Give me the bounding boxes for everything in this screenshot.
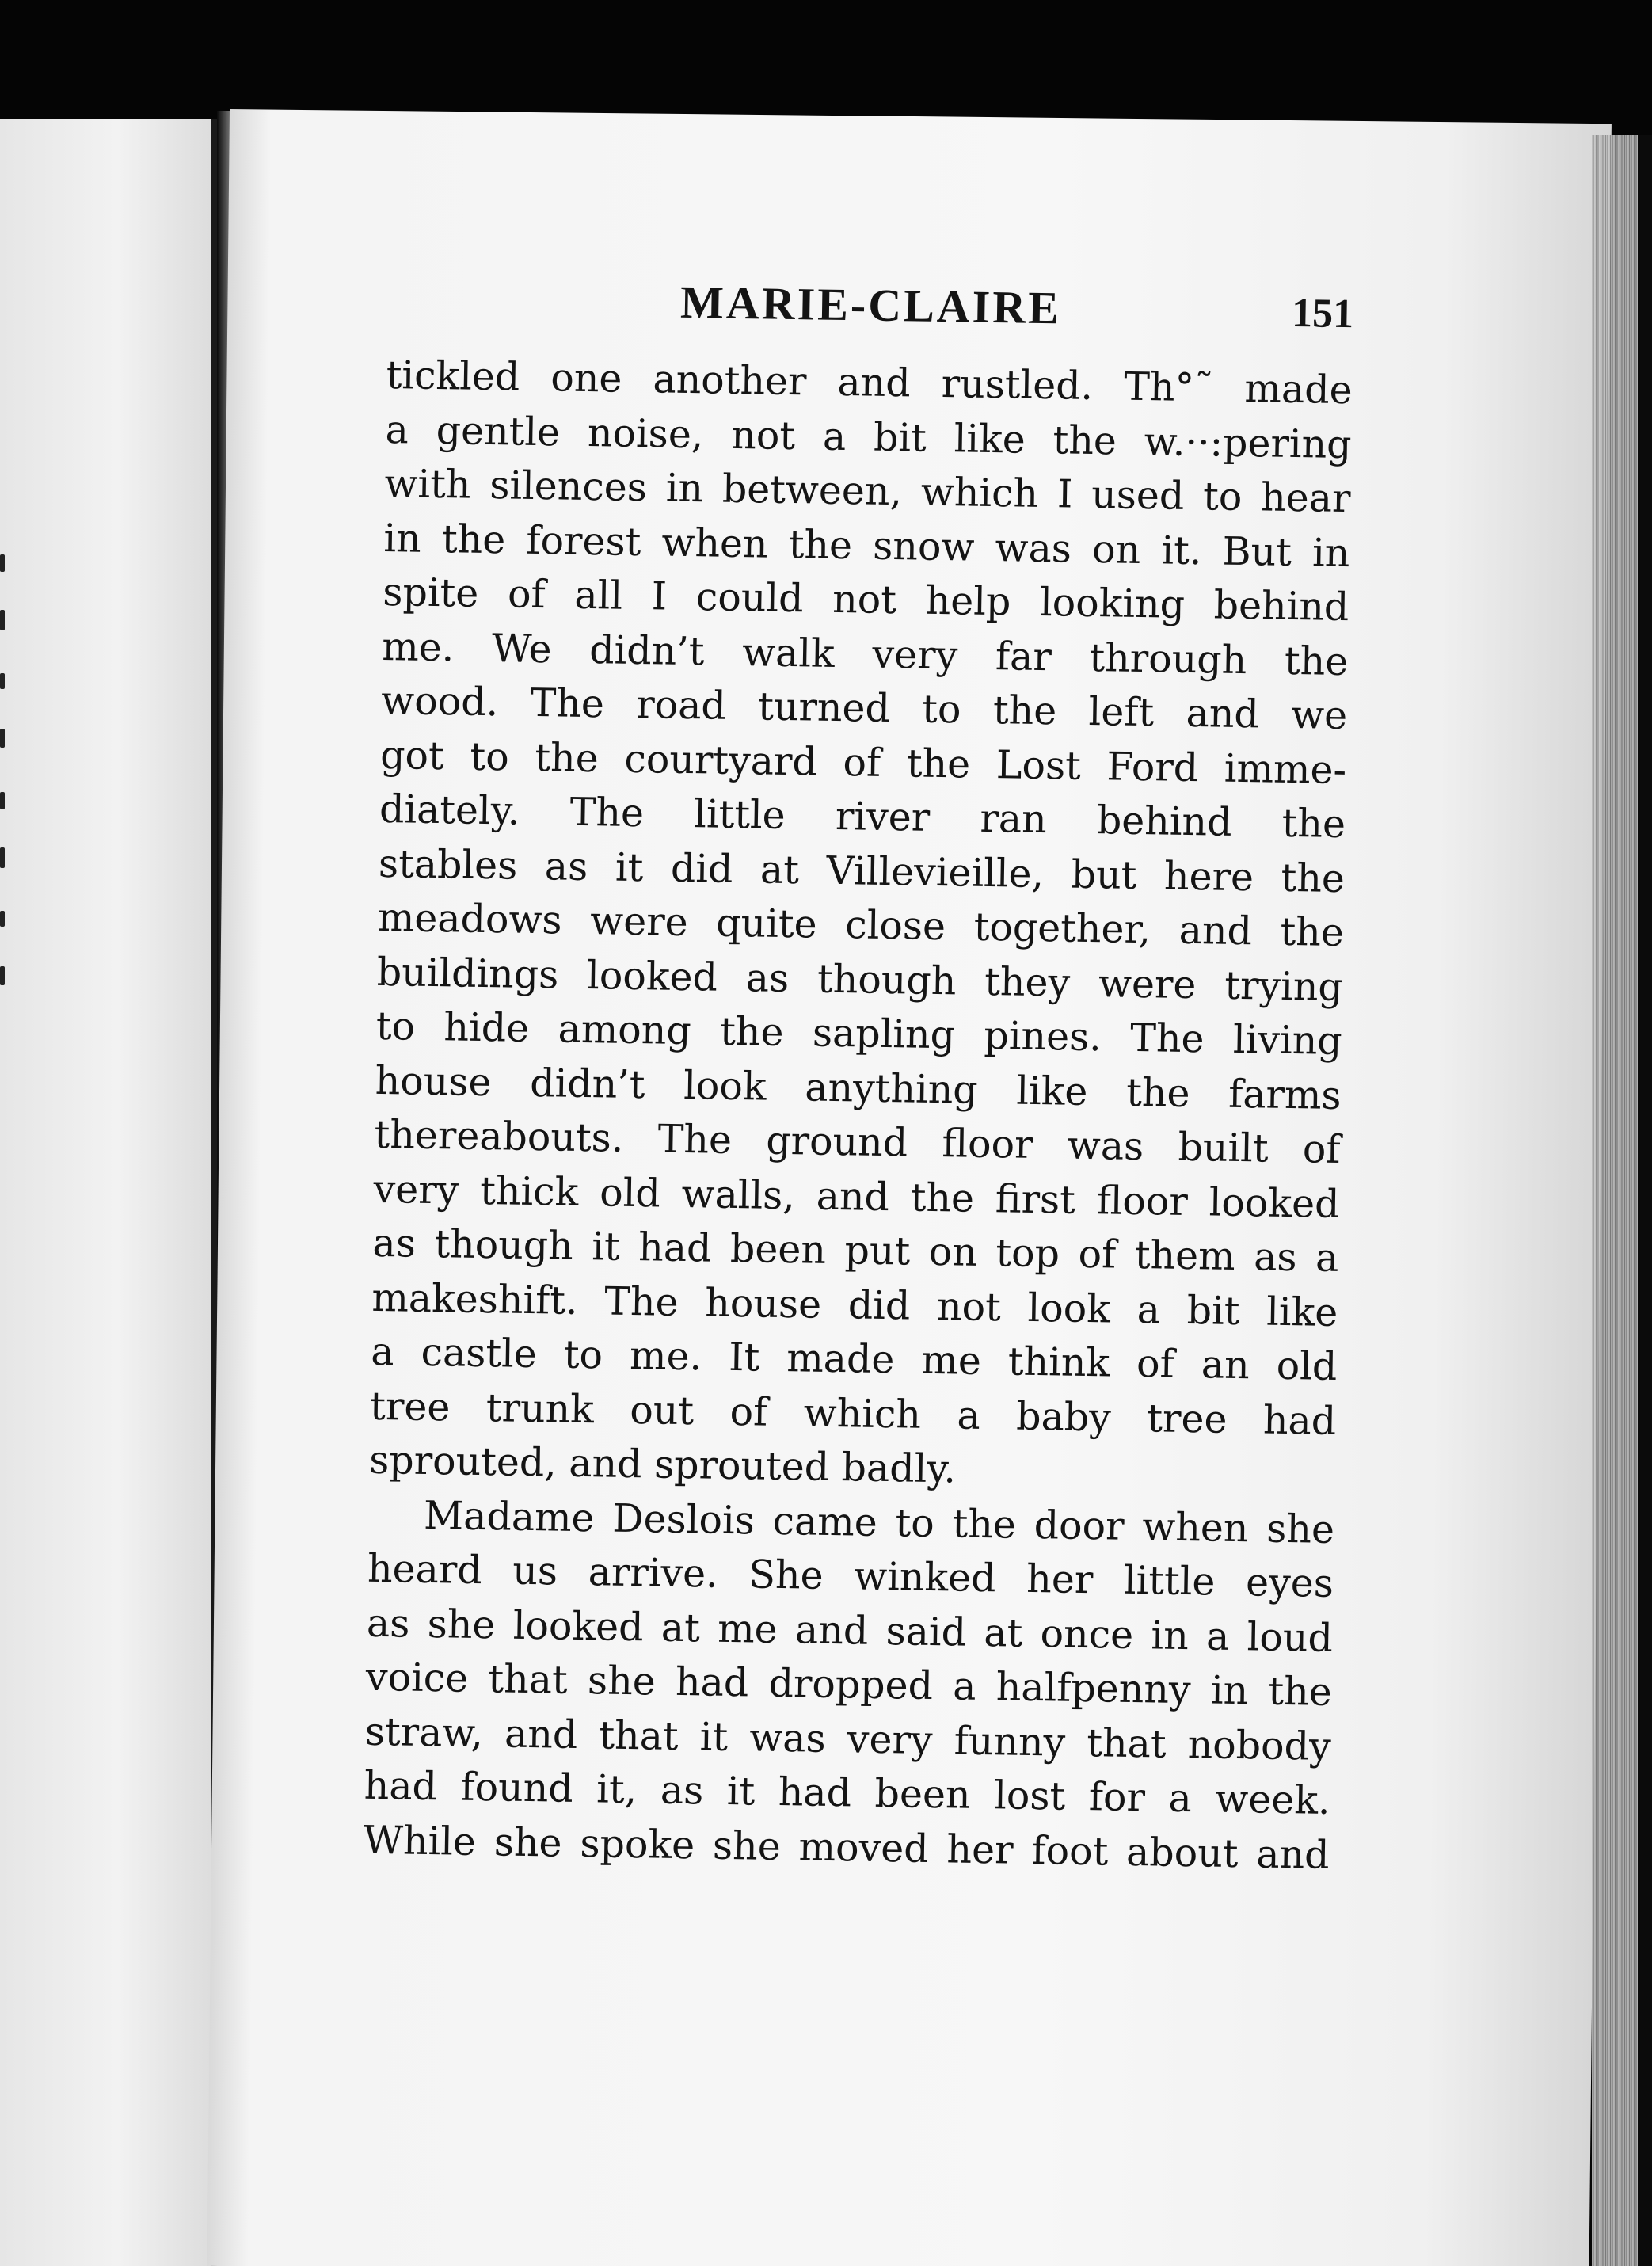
text-line: to hide among the sapling pines. The living [375, 1003, 1343, 1064]
text-line: meadows were quite close together, and the [377, 894, 1345, 956]
right-background-edge [1638, 135, 1652, 2266]
text-line: sprouted, and sprouted badly. [368, 1437, 957, 1492]
text-line: tree trunk out of which a baby tree had [369, 1383, 1337, 1444]
page-text-block [363, 261, 1354, 1883]
text-line: Madame Deslois came to the door when she [423, 1492, 1335, 1552]
page-number: 151 [1291, 290, 1354, 337]
page-stack-edges [1592, 135, 1639, 2266]
text-line: with silences in between, which I used to hear [384, 460, 1351, 522]
running-title: MARIE-CLAIRE [679, 276, 1062, 334]
text-line: spite of all I could not help looking behind [382, 569, 1349, 630]
text-line: as she looked at me and said at once in a loud [366, 1600, 1334, 1661]
paragraph-1 [369, 348, 1353, 1502]
text-line: wood. The road turned to the left and we [380, 677, 1348, 739]
left-page-sliver [0, 119, 214, 2266]
text-line: a gentle noise, not a bit like the w.··:pering [385, 406, 1352, 467]
text-line: diately. The little river ran behind the [379, 786, 1346, 847]
text-line: stables as it did at Villevieille, but here the [378, 840, 1346, 901]
text-line: as though it had been put on top of them as a [372, 1220, 1339, 1282]
text-line: very thick old walls, and the first floor looked [373, 1166, 1340, 1227]
text-line: straw, and that it was very funny that nobody [364, 1708, 1332, 1769]
text-line: While she spoke she moved her foot about and [363, 1817, 1330, 1878]
text-line: makeshift. The house did not look a bit like [371, 1274, 1338, 1335]
running-head [386, 261, 1354, 364]
text-line: a castle to me. It made me think of an old [370, 1328, 1338, 1389]
text-line: buildings looked as though they were trying [376, 949, 1344, 1010]
text-line: house didn’t look anything like the farms [375, 1057, 1342, 1118]
text-line: heard us arrive. She winked her little eyes [367, 1545, 1334, 1606]
text-line: thereabouts. The ground floor was built of [374, 1111, 1341, 1173]
text-line: had found it, as it had been lost for a week. [364, 1762, 1331, 1823]
text-line: voice that she had dropped a halfpenny in the [365, 1654, 1333, 1715]
paragraph-2 [363, 1487, 1334, 1883]
text-line: in the forest when the snow was on it. But in [383, 515, 1350, 576]
text-line: got to the courtyard of the Lost Ford imme- [379, 732, 1347, 793]
left-page-text-fragments [0, 554, 10, 1030]
text-line: me. We didn’t walk very far through the [381, 623, 1349, 684]
text-line: tickled one another and rustled. Th°˜ made [386, 352, 1353, 413]
